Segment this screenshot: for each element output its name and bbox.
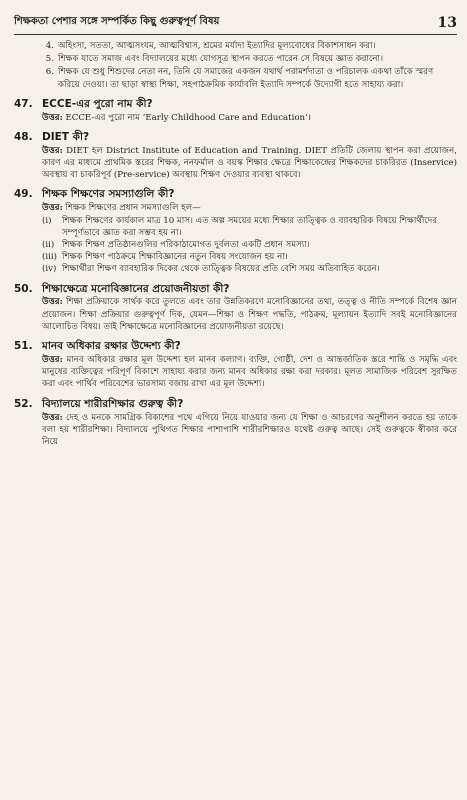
answer xyxy=(14,354,457,391)
list-item xyxy=(40,40,457,52)
page-header xyxy=(14,14,457,35)
page-number: 13 xyxy=(437,15,457,31)
answer-text: মানব অধিকার রক্ষার মূল উদ্দেশ্য হল মানব কল্যাণ। ব্যক্তি, গোষ্ঠী, দেশ ও আন্তর্জাতিক স্তরে শান্তি ও সমৃদ্ধি এবং মানুষের ব্যক্তিত্বের পরিপূর্ণ বিকাশে সাহায্য করার জন্য মানব অধিকার রক্ষা করা দরকার। মূলত সামাজিক পরিবেশ সুরক্ষিত করা এবং পার্থিব পরিবেশের ভারসাম্য বজায় রাখা এর মূল উদ্দেশ্য। xyxy=(42,354,457,390)
question-heading xyxy=(14,130,457,145)
answer-label: উত্তর: xyxy=(42,112,63,123)
sub-item xyxy=(42,251,457,263)
answer xyxy=(14,412,457,449)
list-item-text: শিক্ষক যে শুধু শিশুদের নেতা নন, তিনি যে সমাজের একজন যথার্থ পরামর্শদাতা ও পরিচালক একথা তাঁকে স্মরণ করিয়ে দেওয়া। তা ছাড়া স্বাস্থ্য শিক্ষা, সহপাঠক্রমিক কার্যাবলি ইত্যাদি সম্পর্কে উদ্যোগী হতে সাহায্য করা। xyxy=(58,67,434,90)
question-text: বিদ্যালয়ে শারীরশিক্ষার গুরুত্ব কী? xyxy=(42,397,184,410)
question-heading xyxy=(14,97,457,112)
sub-item-number: (i) xyxy=(42,215,52,226)
list-item-number: 6. xyxy=(45,67,54,78)
list-item-text: শিক্ষক যাতে সমাজ এবং বিদ্যালয়ের মধ্যে যোগসূত্র স্থাপন করতে পারেন সে বিষয়ে জ্ঞাত করানো। xyxy=(58,54,384,65)
sub-item-number: (iv) xyxy=(42,264,57,275)
question-heading xyxy=(14,397,457,412)
answer-label: উত্তর: xyxy=(42,412,63,423)
question-number: 49. xyxy=(14,188,33,201)
answer xyxy=(14,296,457,333)
answer-text: শিক্ষক শিক্ষণের প্রধান সমস্যাগুলি হল— xyxy=(65,203,201,214)
list-item xyxy=(40,53,457,65)
sub-list xyxy=(14,215,457,276)
sub-item-number: (iii) xyxy=(42,252,57,263)
question-heading xyxy=(14,282,457,297)
question-heading xyxy=(14,339,457,354)
question-text: ECCE-এর পুরো নাম কী? xyxy=(42,97,153,110)
question-heading xyxy=(14,187,457,202)
answer-label: উত্তর: xyxy=(42,203,63,214)
question-text: DIET কী? xyxy=(42,130,90,143)
sub-item-text: শিক্ষক শিক্ষণ প্রতিষ্ঠানগুলির পরিকাঠামোগত দুর্বলতা একটি প্রধান সমস্যা। xyxy=(62,239,310,250)
list-item-number: 5. xyxy=(45,54,54,65)
sub-item xyxy=(42,239,457,251)
list-item-number: 4. xyxy=(45,41,54,51)
question-49 xyxy=(14,187,457,275)
answer xyxy=(14,202,457,214)
sub-item-number: (ii) xyxy=(42,239,55,250)
continued-list xyxy=(14,40,457,91)
question-50 xyxy=(14,282,457,334)
question-number: 51. xyxy=(14,340,33,353)
running-header-title: শিক্ষকতা পেশার সঙ্গে সম্পর্কিত কিছু গুরুত্বপূর্ণ বিষয় xyxy=(14,16,220,27)
sub-item xyxy=(42,263,457,275)
question-text: শিক্ষক শিক্ষণের সমস্যাগুলি কী? xyxy=(42,188,175,201)
answer-label: উত্তর: xyxy=(42,297,63,308)
question-47 xyxy=(14,97,457,124)
question-number: 48. xyxy=(14,130,33,143)
answer-text: ECCE-এর পুরো নাম ‘Early Childhood Care and Education’। xyxy=(65,112,312,123)
list-item xyxy=(40,66,457,90)
list-item-text: অহিংসা, সততা, আত্মসংযম, আত্মবিশ্বাস, শ্রমের মর্যাদা ইত্যাদির মূল্যবোধের বিকাশসাধন করা। xyxy=(58,41,376,51)
answer-label: উত্তর: xyxy=(42,354,63,365)
question-51 xyxy=(14,339,457,391)
sub-item-text: শিক্ষক শিক্ষণের কার্যকাল মাত্র 10 মাস। এত অল্প সময়ের মধ্যে শিক্ষার তাত্ত্বিক ও ব্যাবহারিক বিষয়ে শিক্ষার্থীদের সম্পূর্ণভাবে জ্ঞাত করা সম্ভব হয় না। xyxy=(62,215,438,238)
answer-text: দেহ ও মনকে সামগ্রিক বিকাশের পথে এগিয়ে নিয়ে যাওয়ার জন্য যে শিক্ষা ও আচরণের অনুশীলন করতে হয় তাকে বলা হয় শারীরশিক্ষা। বিদ্যালয়ে পুথিগত শিক্ষার পাশাপাশি শারীরশিক্ষারও যথেষ্ট গুরুত্ব আছে। সেই গুরুত্বকে স্বীকার করে নিয়ে xyxy=(42,412,458,447)
question-text: শিক্ষাক্ষেত্রে মনোবিজ্ঞানের প্রয়োজনীয়তা কী? xyxy=(42,282,230,295)
answer-text: শিক্ষা প্রক্রিয়াকে সার্থক করে তুলতে এবং তার উন্নতিকরণে মনোবিজ্ঞানের তথ্য, তত্ত্ব ও নীতি সম্পর্কে বিশেষ জ্ঞান প্রয়োজন। শিক্ষা প্রক্রিয়ার গুরুত্বপূর্ণ দিক, যেমন—শিক্ষা ও শিক্ষণ পদ্ধতি, পাঠক্রম, মূল্যায়ন ইত্যাদি সবই মনোবিজ্ঞানের আলোচিত বিষয়। তাই শিক্ষাক্ষেত্রে মনোবিজ্ঞানের প্রয়োজনীয়তা রয়েছে। xyxy=(42,297,458,332)
question-number: 52. xyxy=(14,397,33,410)
sub-item-text: শিক্ষক শিক্ষণ পাঠক্রমে শিক্ষাবিজ্ঞানের নতুন বিষয় সংযোজন হয় না। xyxy=(62,252,288,263)
question-number: 47. xyxy=(14,97,33,110)
answer xyxy=(14,145,457,182)
question-number: 50. xyxy=(14,282,33,295)
answer xyxy=(14,112,457,124)
question-48 xyxy=(14,130,457,182)
page-content xyxy=(14,40,457,448)
answer-text: DIET হল District Institute of Education and Training. DIET প্রতিটি জেলায় স্থাপন করা প্রয়োজন, কারণ এর মাধ্যমে প্রাথমিক স্তরের শিক্ষক, ননফর্মাল ও বয়স্ক শিক্ষার ক্ষেত্রে শিক্ষাকেন্দ্রের শিক্ষকদের চাকরিরত (Inservice) অবস্থায় বা চাকরিপূর্ব (Pre-service) অবস্থায় শিক্ষণ দেওয়ার ব্যবস্থা থাকবে। xyxy=(42,145,457,181)
sub-item xyxy=(42,215,457,239)
answer-label: উত্তর: xyxy=(42,145,63,156)
question-text: মানব অধিকার রক্ষার উদ্দেশ্য কী? xyxy=(42,340,181,353)
question-52 xyxy=(14,397,457,449)
sub-item-text: শিক্ষার্থীরা শিক্ষণ ব্যাবহারিক দিকের থেকে তাত্ত্বিক বিষয়ের প্রতি বেশি সময় অতিবাহিত করেন। xyxy=(62,264,380,275)
